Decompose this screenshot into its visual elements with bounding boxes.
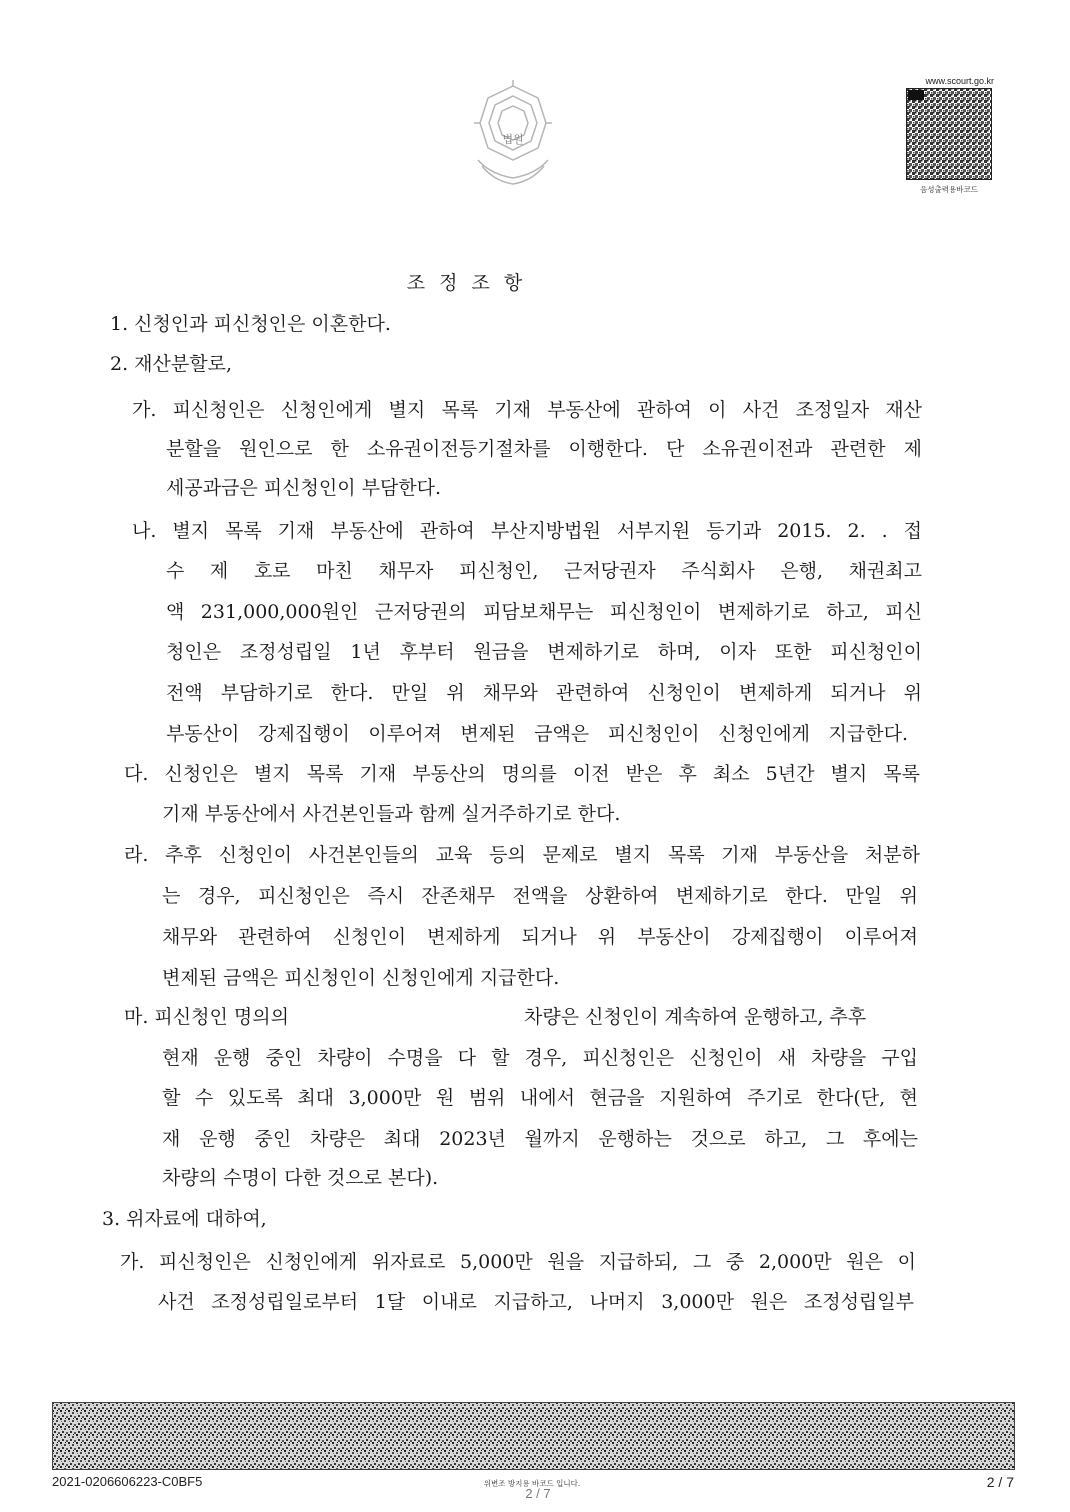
clause-2-na-line-6: 부동산이 강제집행이 이루어져 변제된 금액은 피신청인이 신청인에게 지급한다. <box>166 723 908 745</box>
clause-3: 3. 위자료에 대하여, <box>102 1208 267 1230</box>
clause-1: 1. 신청인과 피신청인은 이혼한다. <box>110 313 391 335</box>
page-number-center: 2 / 7 <box>525 1486 551 1501</box>
document-id: 2021-0206606223-C0BF5 <box>52 1474 203 1489</box>
clause-2-na-line-5: 전액 부담하기로 한다. 만일 위 채무와 관련하여 신청인이 변제하게 되거나 위 <box>166 682 922 704</box>
clause-2-na-line-3: 액 231,000,000원인 근저당권의 피담보채무는 피신청인이 변제하기로 하고, 피신 <box>166 601 922 623</box>
clause-2-ma-line-5: 차량의 수명이 다한 것으로 본다). <box>162 1167 439 1189</box>
clause-2-ma-line-1a: 마. 피신청인 명의의 <box>124 1006 289 1028</box>
qr-caption: 음성출력용바코드 <box>920 185 978 194</box>
seal-label: 법원 <box>502 133 524 146</box>
clause-2-ma-line-2: 현재 운행 중인 차량이 수명을 다 할 경우, 피신청인은 신청인이 새 차량을 구입 <box>162 1047 918 1069</box>
qr-barcode <box>906 88 992 180</box>
anti-forgery-barcode <box>52 1402 1015 1470</box>
document-title: 조 정 조 항 <box>406 272 524 294</box>
clause-2-da-line-1: 다. 신청인은 별지 목록 기재 부동산의 명의를 이전 받은 후 최소 5년간 별지 목록 <box>124 763 920 785</box>
clause-2-ma-line-1b: 차량은 신청인이 계속하여 운행하고, 추후 <box>524 1006 867 1028</box>
clause-2-ra-line-2: 는 경우, 피신청인은 즉시 잔존채무 전액을 상환하여 변제하기로 한다. 만일 위 <box>162 885 918 907</box>
clause-2-ga-line-3: 세공과금은 피신청인이 부담한다. <box>166 477 442 499</box>
clause-2-ma-line-4: 재 운행 중인 차량은 최대 2023년 월까지 운행하는 것으로 하고, 그 후에는 <box>162 1128 918 1150</box>
clause-2-na-line-4: 청인은 조정성립일 1년 후부터 원금을 변제하기로 하며, 이자 또한 피신청인이 <box>166 641 922 663</box>
clause-2-da-line-2: 기재 부동산에서 사건본인들과 함께 실거주하기로 한다. <box>162 803 621 825</box>
clause-2-ra-line-4: 변제된 금액은 피신청인이 신청인에게 지급한다. <box>162 967 560 989</box>
clause-2-na-line-2: 수 제 호로 마친 채무자 피신청인, 근저당권자 주식회사 은행, 채권최고 <box>166 560 922 582</box>
court-seal <box>468 78 558 188</box>
qr-url: www.scourt.go.kr <box>925 76 994 86</box>
clause-2: 2. 재산분할로, <box>110 353 232 375</box>
clause-2-ga-line-1: 가. 피신청인은 신청인에게 별지 목록 기재 부동산에 관하여 이 사건 조정일자 재산 <box>132 399 922 421</box>
clause-2-ma-line-3: 할 수 있도록 최대 3,000만 원 범위 내에서 현금을 지원하여 주기로 한다(단, 현 <box>162 1087 918 1109</box>
barcode-note: 위변조 방지용 바코드 입니다. <box>483 1479 581 1488</box>
clause-2-ga-line-2: 분할을 원인으로 한 소유권이전등기절차를 이행한다. 단 소유권이전과 관련한 제 <box>166 438 922 460</box>
clause-3-ga-line-1: 가. 피신청인은 신청인에게 위자료로 5,000만 원을 지급하되, 그 중 2,000만 원은 이 <box>120 1251 916 1273</box>
clause-3-ga-line-2: 사건 조정성립일로부터 1달 이내로 지급하고, 나머지 3,000만 원은 조정성립일부 <box>158 1291 914 1313</box>
clause-2-ra-line-3: 채무와 관련하여 신청인이 변제하게 되거나 위 부동산이 강제집행이 이루어져 <box>162 926 918 948</box>
clause-2-na-line-1: 나. 별지 목록 기재 부동산에 관하여 부산지방법원 서부지원 등기과 2015. 2. . 접 <box>132 520 922 542</box>
page-number: 2 / 7 <box>986 1474 1014 1490</box>
clause-2-ra-line-1: 라. 추후 신청인이 사건본인들의 교육 등의 문제로 별지 목록 기재 부동산을 처분하 <box>124 844 920 866</box>
